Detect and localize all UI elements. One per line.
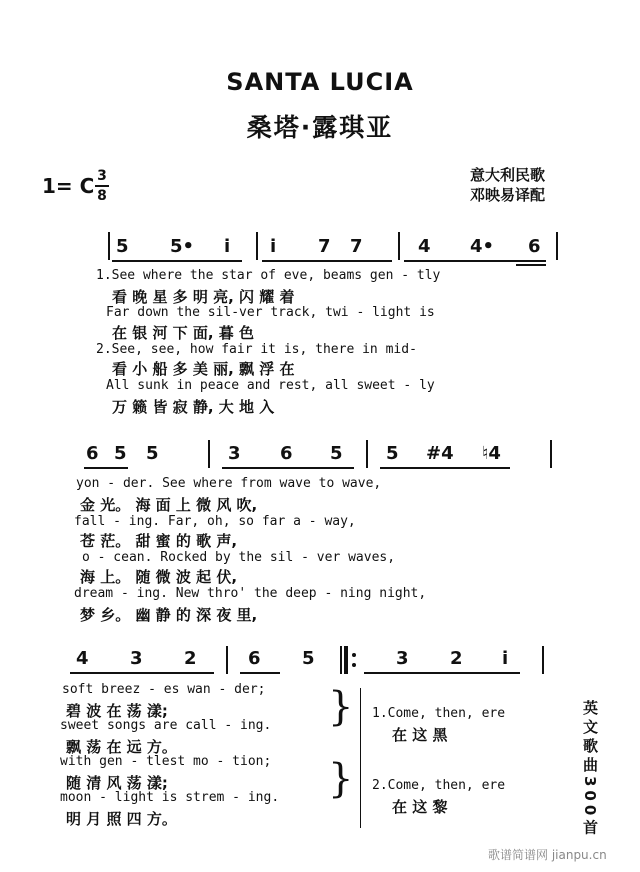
lyric-line: 随 清 风 荡 漾; (66, 774, 168, 792)
lyric-line: 1.See where the star of eve, beams gen - tly (96, 268, 441, 283)
note: 6 (86, 443, 99, 464)
note: 5 (386, 443, 399, 464)
lyric-line: 明 月 照 四 方。 (66, 810, 177, 828)
beam (516, 264, 546, 266)
note: i (502, 648, 509, 669)
lyric-line: o - cean. Rocked by the sil - ver waves, (82, 550, 396, 565)
beam (84, 467, 128, 469)
lyric-line: 万 籁 皆 寂 静, 大 地 入 (112, 398, 275, 416)
beam (380, 467, 510, 469)
beam (262, 260, 392, 262)
lyric-line: 海 上。 随 微 波 起 伏, (80, 568, 238, 586)
beam (222, 467, 354, 469)
barline (556, 232, 558, 260)
note: 4 (76, 648, 89, 669)
barline (366, 440, 368, 468)
note: i (224, 236, 231, 257)
lyric-line: 2.See, see, how fair it is, there in mid- (96, 342, 417, 357)
note: ♮4 (482, 443, 501, 464)
beam (364, 672, 520, 674)
note: 3 (130, 648, 143, 669)
lyric-line: moon - light is strem - ing. (60, 790, 280, 805)
barline (398, 232, 400, 260)
note: 7 (350, 236, 363, 257)
lyric-line: soft breez - es wan - der; (62, 682, 266, 697)
divider (360, 688, 361, 828)
note: 5 (330, 443, 343, 464)
time-signature-bottom: 8 (97, 188, 107, 204)
watermark: 歌谱简谱网 jianpu.cn (488, 848, 607, 862)
barline (542, 646, 544, 674)
lyric-line: 苍 茫。 甜 蜜 的 歌 声, (80, 532, 238, 550)
note: 6 (528, 236, 541, 257)
note: 3 (396, 648, 409, 669)
credit-translator: 邓映易译配 (470, 186, 546, 204)
lyric-line: 碧 波 在 荡 漾; (66, 702, 168, 720)
repeat-dot (352, 653, 356, 657)
repeat-dot (352, 663, 356, 667)
brace: } (328, 684, 354, 730)
lyric-line: Far down the sil-ver track, twi - light is (106, 305, 435, 320)
beam (404, 260, 546, 262)
note: 5 (146, 443, 159, 464)
note: 7 (318, 236, 331, 257)
time-signature (95, 168, 109, 204)
refrain-line: 1.Come, then, ere (372, 706, 506, 721)
barline (550, 440, 552, 468)
lyric-line: dream - ing. New thro' the deep - ning night, (74, 586, 427, 601)
lyric-line: 在 银 河 下 面, 暮 色 (112, 324, 255, 342)
barline (208, 440, 210, 468)
beam (240, 672, 280, 674)
note: 6 (248, 648, 261, 669)
refrain-line: 在 这 黑 (392, 726, 448, 744)
note: 5 (302, 648, 315, 669)
lyric-line: 看 晚 星 多 明 亮, 闪 耀 着 (112, 288, 295, 306)
beam (112, 260, 242, 262)
lyric-line: sweet songs are call - ing. (60, 718, 272, 733)
repeat-barline (340, 646, 342, 674)
song-subtitle: 桑塔·露琪亚 (246, 113, 394, 142)
note: 4 (418, 236, 431, 257)
refrain-line: 在 这 黎 (392, 798, 448, 816)
lyric-line: 梦 乡。 幽 静 的 深 夜 里, (80, 606, 258, 624)
lyric-line: fall - ing. Far, oh, so far a - way, (74, 514, 356, 529)
barline (226, 646, 228, 674)
note: 6 (280, 443, 293, 464)
song-title: SANTA LUCIA (226, 68, 414, 96)
note: 2 (184, 648, 197, 669)
note: 5 (114, 443, 127, 464)
lyric-line: yon - der. See where from wave to wave, (76, 476, 382, 491)
book-title: 英文歌曲300首 (581, 700, 599, 839)
time-signature-top: 3 (97, 168, 107, 184)
credit-origin: 意大利民歌 (470, 166, 546, 184)
refrain-line: 2.Come, then, ere (372, 778, 506, 793)
note: 5• (170, 236, 195, 257)
lyric-line: All sunk in peace and rest, all sweet - ly (106, 378, 435, 393)
note: #4 (426, 443, 454, 464)
lyric-line: 看 小 船 多 美 丽, 飘 浮 在 (112, 360, 295, 378)
note: 4• (470, 236, 495, 257)
brace: } (328, 756, 354, 802)
note: 3 (228, 443, 241, 464)
key-signature: 1= C (42, 174, 95, 198)
repeat-barline (344, 646, 348, 674)
beam (70, 672, 214, 674)
note: 5 (116, 236, 129, 257)
lyric-line: 飘 荡 在 远 方。 (66, 738, 177, 756)
lyric-line: with gen - tlest mo - tion; (60, 754, 272, 769)
barline (256, 232, 258, 260)
lyric-line: 金 光。 海 面 上 微 风 吹, (80, 496, 258, 514)
barline (108, 232, 110, 260)
note: i (270, 236, 277, 257)
note: 2 (450, 648, 463, 669)
